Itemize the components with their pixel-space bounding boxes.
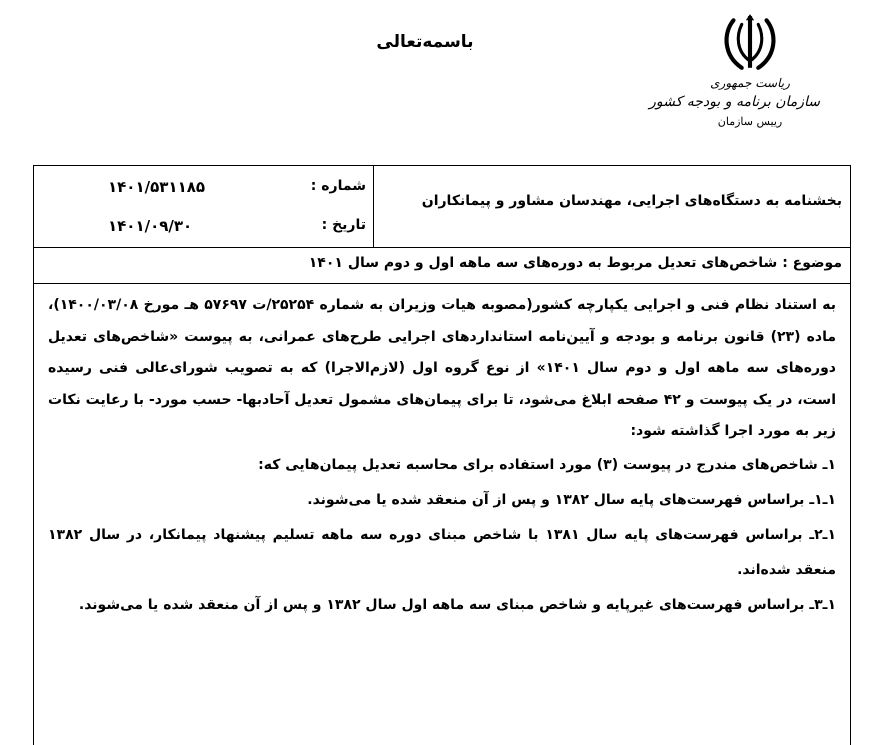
date-row	[34, 211, 374, 241]
letter-frame	[33, 165, 851, 745]
item-1: ۱ـ شاخص‌های مندرج در پیوست (۳) مورد استفاده برای محاسبه تعدیل پیمان‌هایی که:	[258, 456, 836, 473]
org-line-organization: سازمان برنامه و بودجه کشور	[649, 94, 820, 110]
number-label: شماره :	[310, 178, 366, 194]
subject-line: موضوع : شاخص‌های تعدیل مربوط به دوره‌های سه ماهه اول و دوم سال ۱۴۰۱	[308, 255, 842, 271]
number-row	[34, 172, 374, 202]
org-line-head: رییس سازمان	[717, 115, 783, 128]
date-label: تاریخ :	[321, 217, 366, 233]
recipient-line: بخشنامه به دستگاه‌های اجرایی، مهندسان مشاور و پیمانکاران	[421, 193, 842, 209]
letterhead	[649, 12, 820, 131]
number-value: ۱۴۰۱/۵۳۱۱۸۵	[108, 178, 206, 196]
letter-meta	[34, 166, 374, 248]
subject-row	[34, 248, 850, 284]
date-value: ۱۴۰۱/۰۹/۳۰	[108, 217, 193, 235]
page-heading: باسمه‌تعالی	[376, 32, 474, 52]
item-1-1: ۱ـ۱ـ براساس فهرست‌های پایه سال ۱۳۸۲ و پس از آن منعقد شده یا می‌شوند.	[307, 491, 836, 508]
recipient-cell	[372, 166, 850, 248]
intro-paragraph: به استناد نظام فنی و اجرایی یکپارچه کشور(مصوبه هیات وزیران به شماره ۲۵۲۵۴/ت ۵۷۶۹۷ هـ مورخ ۱۴۰۰/۰۳/۰۸)، ماده (۲۳) قانون برنامه و بودجه و آیین‌نامه استانداردهای اجرایی طرح‌های عمرانی، به پیوست «شاخص‌های تعدیل دوره‌های سه ماهه اول و دوم سال ۱۴۰۱» از نوع گروه اول (لازم‌الاجرا) که به تصویب شورای‌عالی فنی رسیده است، در یک پیوست و ۴۲ صفحه ابلاغ می‌شود، تا برای پیمان‌های مشمول تعدیل آحادبها- حسب مورد- با رعایت نکات زیر به مورد اجرا گذاشته شود:	[48, 297, 837, 439]
item-1-2: ۱ـ۲ـ براساس فهرست‌های پایه سال ۱۳۸۱ با شاخص مبنای دوره سه ماهه تسلیم پیشنهاد پیمانکار، در سال ۱۳۸۲ منعقد شده‌اند.	[48, 526, 836, 578]
org-line-presidency: ریاست جمهوری	[710, 76, 790, 90]
iran-emblem-icon	[719, 12, 781, 74]
item-1-3: ۱ـ۳ـ براساس فهرست‌های غیرپایه و شاخص مبنای سه ماهه اول سال ۱۳۸۲ و پس از آن منعقد شده یا می‌شوند.	[78, 596, 836, 613]
letter-body	[48, 290, 836, 623]
